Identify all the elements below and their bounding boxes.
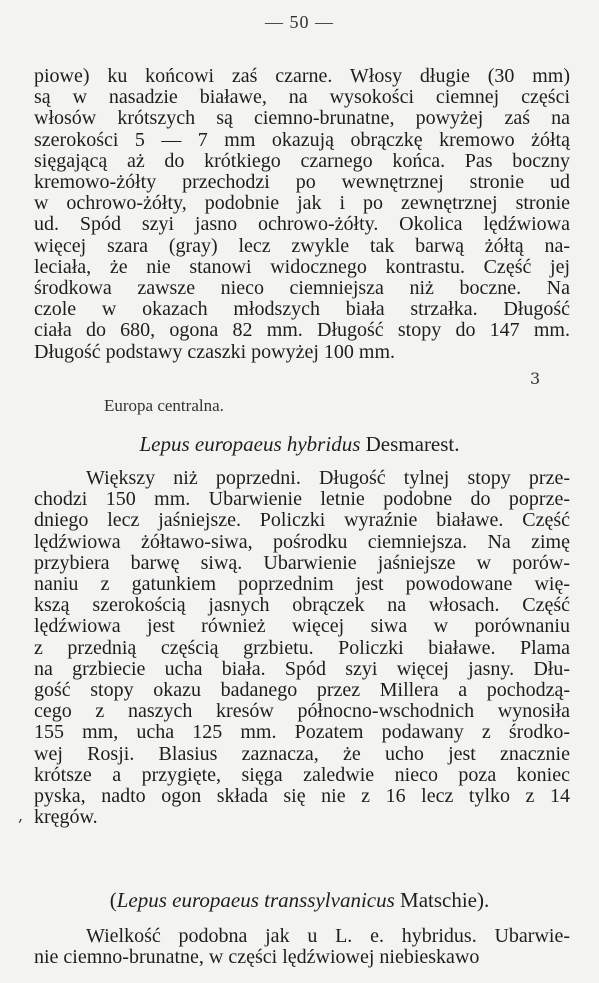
- section-heading-transsylvanicus: [0, 888, 599, 913]
- margin-mark-right: 3: [530, 369, 541, 388]
- text-line: kremowo-żółty przechodzi po wewnętrznej stronie ud: [34, 171, 570, 194]
- text-line: dniego lecz jaśniejsze. Policzki wyraźnie białawe. Część: [34, 509, 570, 532]
- text-line: gość stopy okazu badanego przez Millera a pochodzą-: [34, 679, 570, 702]
- text-line: nie ciemno-brunatne, w części lędźwiowej niebieskawo: [34, 946, 480, 969]
- text-line: wej Rosji. Blasius zaznacza, że ucho jest znacznie: [34, 742, 570, 765]
- paragraph-1: [34, 66, 570, 363]
- text-line: lędźwiowa jest również więcej siwa w porównaniu: [34, 615, 570, 638]
- text-line: środkowa zawsze nieco ciemniejsza niż boczne. Na: [34, 277, 570, 300]
- text-line: szerokości 5 — 7 mm okazują obrączkę kremowo żółtą: [34, 128, 570, 151]
- text-line: pyska, nadto ogon składa się nie z 16 lecz tylko z 14: [34, 785, 570, 808]
- text-line: cego z naszych kresów północno-wschodnich wynosiła: [34, 700, 570, 723]
- text-line: piowe) ku końcowi zaś czarne. Włosy długie (30 mm): [34, 65, 570, 87]
- text-line: kręgów.: [34, 806, 98, 829]
- text-line: kszą szerokością jasnych obrączek na włosach. Część: [34, 594, 570, 617]
- text-line: lędźwiowa żółtawo-siwa, pośrodku ciemniejsza. Na zimę: [34, 530, 570, 553]
- text-line: ciała do 680, ogona 82 mm. Długość stopy do 147 mm.: [34, 319, 570, 342]
- text-line: Większy niż poprzedni. Długość tylnej stopy prze-: [86, 467, 570, 489]
- text-line: leciała, że nie stanowi widocznego kontrastu. Część jej: [34, 255, 570, 278]
- text-line: 155 mm, ucha 125 mm. Pozatem podawany z środko-: [34, 721, 570, 744]
- text-line: sięgającą aż do krótkiego czarnego końca. Pas boczny: [34, 149, 570, 172]
- text-line: włosów krótszych są ciemno-brunatne, powyżej zaś na: [34, 107, 570, 130]
- text-line: czole w okazach młodszych biała strzałka. Długość: [34, 298, 570, 321]
- species-name: Lepus europaeus transsylvanicus: [116, 888, 395, 912]
- paragraph-3: [34, 926, 570, 968]
- section-heading-hybridus: [0, 432, 599, 457]
- heading-open-paren: (: [109, 888, 117, 912]
- text-line: więcej szara (gray) lecz zwykle tak barwą żółtą na-: [34, 234, 570, 257]
- text-line: Wielkość podobna jak u L. e. hybridus. Ubarwie-: [86, 925, 570, 947]
- text-line: ud. Spód szyi jasno ochrowo-żółty. Okolica lędźwiowa: [34, 213, 570, 236]
- text-line: naniu z gatunkiem poprzednim jest powodowane wię-: [34, 573, 570, 596]
- text-line: w ochrowo-żółty, podobnie jak i po zewnętrznej stronie: [34, 192, 570, 215]
- species-author: Desmarest.: [365, 432, 460, 456]
- text-line: z przednią częścią grzbietu. Policzki białawe. Plama: [34, 636, 570, 659]
- species-name: Lepus europaeus hybridus: [139, 432, 361, 456]
- text-line: na grzbiecie ucha biała. Spód szyi więcej jasny. Dłu-: [34, 657, 570, 680]
- locality-note: Europa centralna.: [104, 396, 224, 415]
- text-line: przybiera barwę siwą. Ubarwienie jaśniejsze w porów-: [34, 551, 570, 574]
- heading-close-paren: ).: [477, 888, 490, 912]
- species-author: Matschie: [400, 888, 478, 912]
- margin-mark-left: ,: [18, 806, 24, 825]
- text-line: krótsze a przygięte, sięga zaledwie nieco poza koniec: [34, 763, 570, 786]
- page-number: — 50 —: [265, 12, 334, 32]
- text-line: są w nasadzie białawe, na wysokości ciemnej części: [34, 86, 570, 109]
- text-line: chodzi 150 mm. Ubarwienie letnie podobne do poprze-: [34, 488, 570, 511]
- paragraph-2: [34, 468, 570, 828]
- text-line: Długość podstawy czaszki powyżej 100 mm.: [34, 340, 396, 363]
